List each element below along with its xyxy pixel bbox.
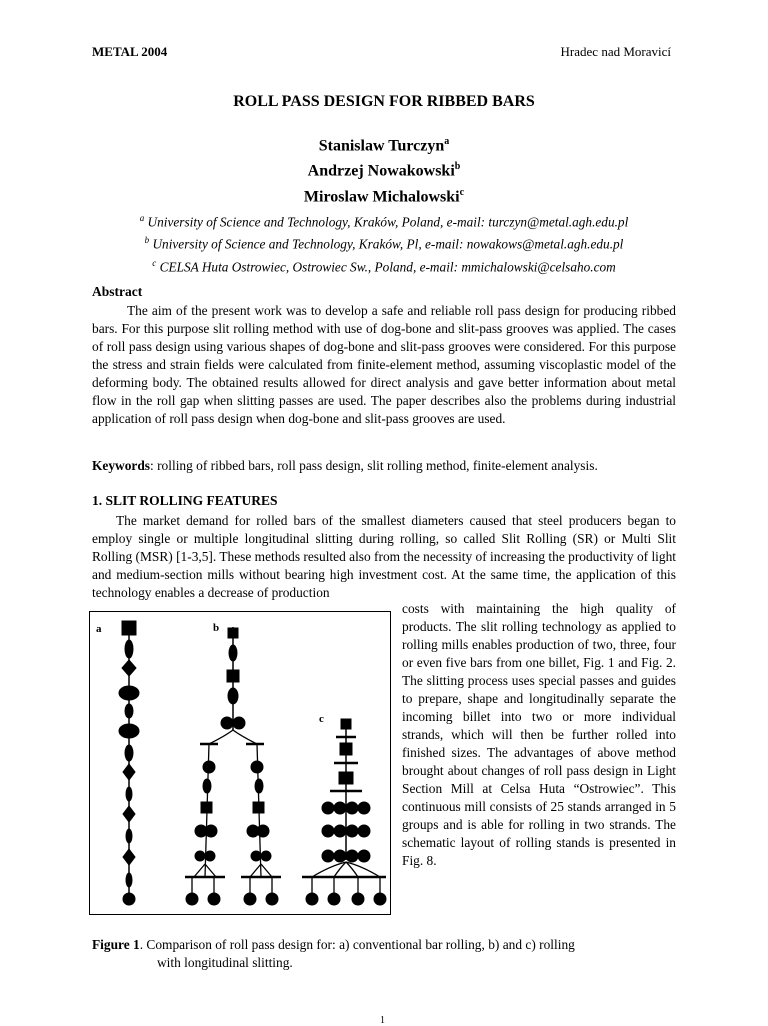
dogbone-pass-b5-right — [233, 717, 245, 729]
diamond-pass-a12 — [123, 849, 135, 865]
affiliation-list — [0, 209, 768, 276]
oval-pass-a2 — [125, 640, 133, 658]
running-header-right: Hradec nad Moravicí — [560, 44, 671, 59]
pass-c2 — [340, 743, 352, 755]
pass-b6-right — [251, 761, 263, 773]
square-pass-b3 — [227, 670, 239, 682]
author-2: Andrzej Nowakowski$^b$ — [307, 161, 461, 180]
abstract-heading: Abstract — [92, 284, 143, 299]
page-number: 1 — [380, 1015, 385, 1026]
affiliation-2: $^b$ University of Science and Technology, Kraków, Pl, e-mail: nowakows@metal.agh.edu.pl — [144, 235, 624, 252]
pass-b6-left — [203, 761, 215, 773]
square-pass-a1 — [122, 621, 136, 635]
oval-pass-a9 — [126, 787, 132, 801]
oval-pass-a13 — [126, 873, 132, 887]
keywords-line — [92, 458, 682, 474]
keywords-text: : rolling of ribbed bars, roll pass design, slit rolling method, finite-element analysis. — [150, 458, 598, 473]
section-body: The market demand for rolled bars of the smallest diameters caused that steel producers began to employ single or multiple longitudinal slitting during rolling, so called Slit Rolling (SR) or Multi Slit Rolling (MSR) [1-3,5]. These methods resulted also from the necessity of increasing the productivity of light and medium-section mills without bearing high investment cost. At the same time, the application of this technology enables a decrease of production — [92, 513, 676, 600]
caption-label: Figure 1 — [92, 937, 140, 952]
section-heading: 1. SLIT ROLLING FEATURES — [92, 493, 278, 508]
diamond-pass-a3 — [122, 660, 136, 676]
section-body-wrap: costs with maintaining the high quality of products. The slit rolling technology as applied to rolling mills enables production of two, three, four or even five bars from one billet, Fig. 1 and Fig. 2. The slitting process uses special passes and guides to prepare, shape and longitudinally separate the incoming billet into two or more individual strands, which will then be further rolled into finished sizes. The advantages of above method brought about changes of roll pass design in Light Section Mill at Celsa Huta “Ostrowiec”. This continuous mill consists of 25 stands arranged in 5 groups and is able for rolling in two strands. The schematic layout of rolling stands is presented in Fig. 8. — [402, 601, 676, 868]
oval-pass-a4 — [119, 686, 139, 700]
panel-label-c: c — [319, 713, 324, 725]
round-pass-a14 — [123, 893, 135, 905]
oval-pass-a5 — [125, 704, 133, 718]
pass-b8-right — [253, 802, 264, 813]
abstract-body: The aim of the present work was to develop a safe and reliable roll pass design for producing ribbed bars. For this purpose slit rolling method with use of dog-bone and slit-pass grooves was applied. The cases of roll pass design using various shapes of dog-bone and slit-pass grooves were considered. For this purpose the stress and strain fields were calculated from finite-element method, assuming viscoplastic model of the deforming body. The obtained results allowed for direct analysis and gave better information about metal flow in the roll gap when slitting passes are used. The paper describes also the problems during industrial application of roll pass design when dog-bone and slit-pass grooves are used. — [92, 303, 676, 426]
diamond-pass-a10 — [123, 806, 135, 822]
oval-pass-a6 — [119, 724, 139, 738]
affiliation-3: $^c$ CELSA Huta Ostrowiec, Ostrowiec Sw., Poland, e-mail: mmichalowski@celsaho.com — [152, 257, 616, 275]
panel-c-pass-sequence — [302, 719, 386, 905]
oval-pass-a11 — [126, 829, 132, 843]
figure-1 — [89, 611, 391, 915]
panel-b-pass-sequence — [185, 627, 281, 905]
oval-pass-b2 — [229, 645, 237, 661]
affiliation-1: $^a$ University of Science and Technology, Kraków, Poland, e-mail: turczyn@metal.agh.edu.pl — [139, 213, 629, 230]
panel-a-pass-sequence — [119, 621, 139, 905]
caption-line-1: . Comparison of roll pass design for: a) conventional bar rolling, b) and c) rolling — [139, 937, 575, 952]
panel-label-a: a — [96, 623, 102, 635]
figure-1-caption — [92, 936, 682, 972]
pass-c1 — [341, 719, 351, 729]
pass-b7-right — [255, 779, 263, 793]
pass-c3 — [339, 772, 353, 784]
author-1: Stanislaw Turczyn$^a$ — [318, 136, 450, 155]
panel-label-b: b — [213, 622, 220, 634]
caption-line-2: with longitudinal slitting. — [157, 955, 293, 970]
oval-pass-a7 — [125, 745, 133, 761]
figure-1-diagram — [90, 612, 390, 914]
diamond-pass-a8 — [123, 764, 135, 780]
dogbone-pass-b5-left — [221, 717, 233, 729]
oval-pass-b4 — [228, 688, 238, 704]
pass-b8-left — [201, 802, 212, 813]
square-pass-b1 — [228, 628, 238, 638]
paper-title: ROLL PASS DESIGN FOR RIBBED BARS — [233, 93, 535, 110]
keywords-label: Keywords — [92, 458, 151, 473]
author-3: Miroslaw Michalowski$^c$ — [303, 186, 465, 205]
pass-b7-left — [203, 779, 211, 793]
running-header-left: METAL 2004 — [92, 44, 168, 59]
author-list — [0, 131, 768, 207]
